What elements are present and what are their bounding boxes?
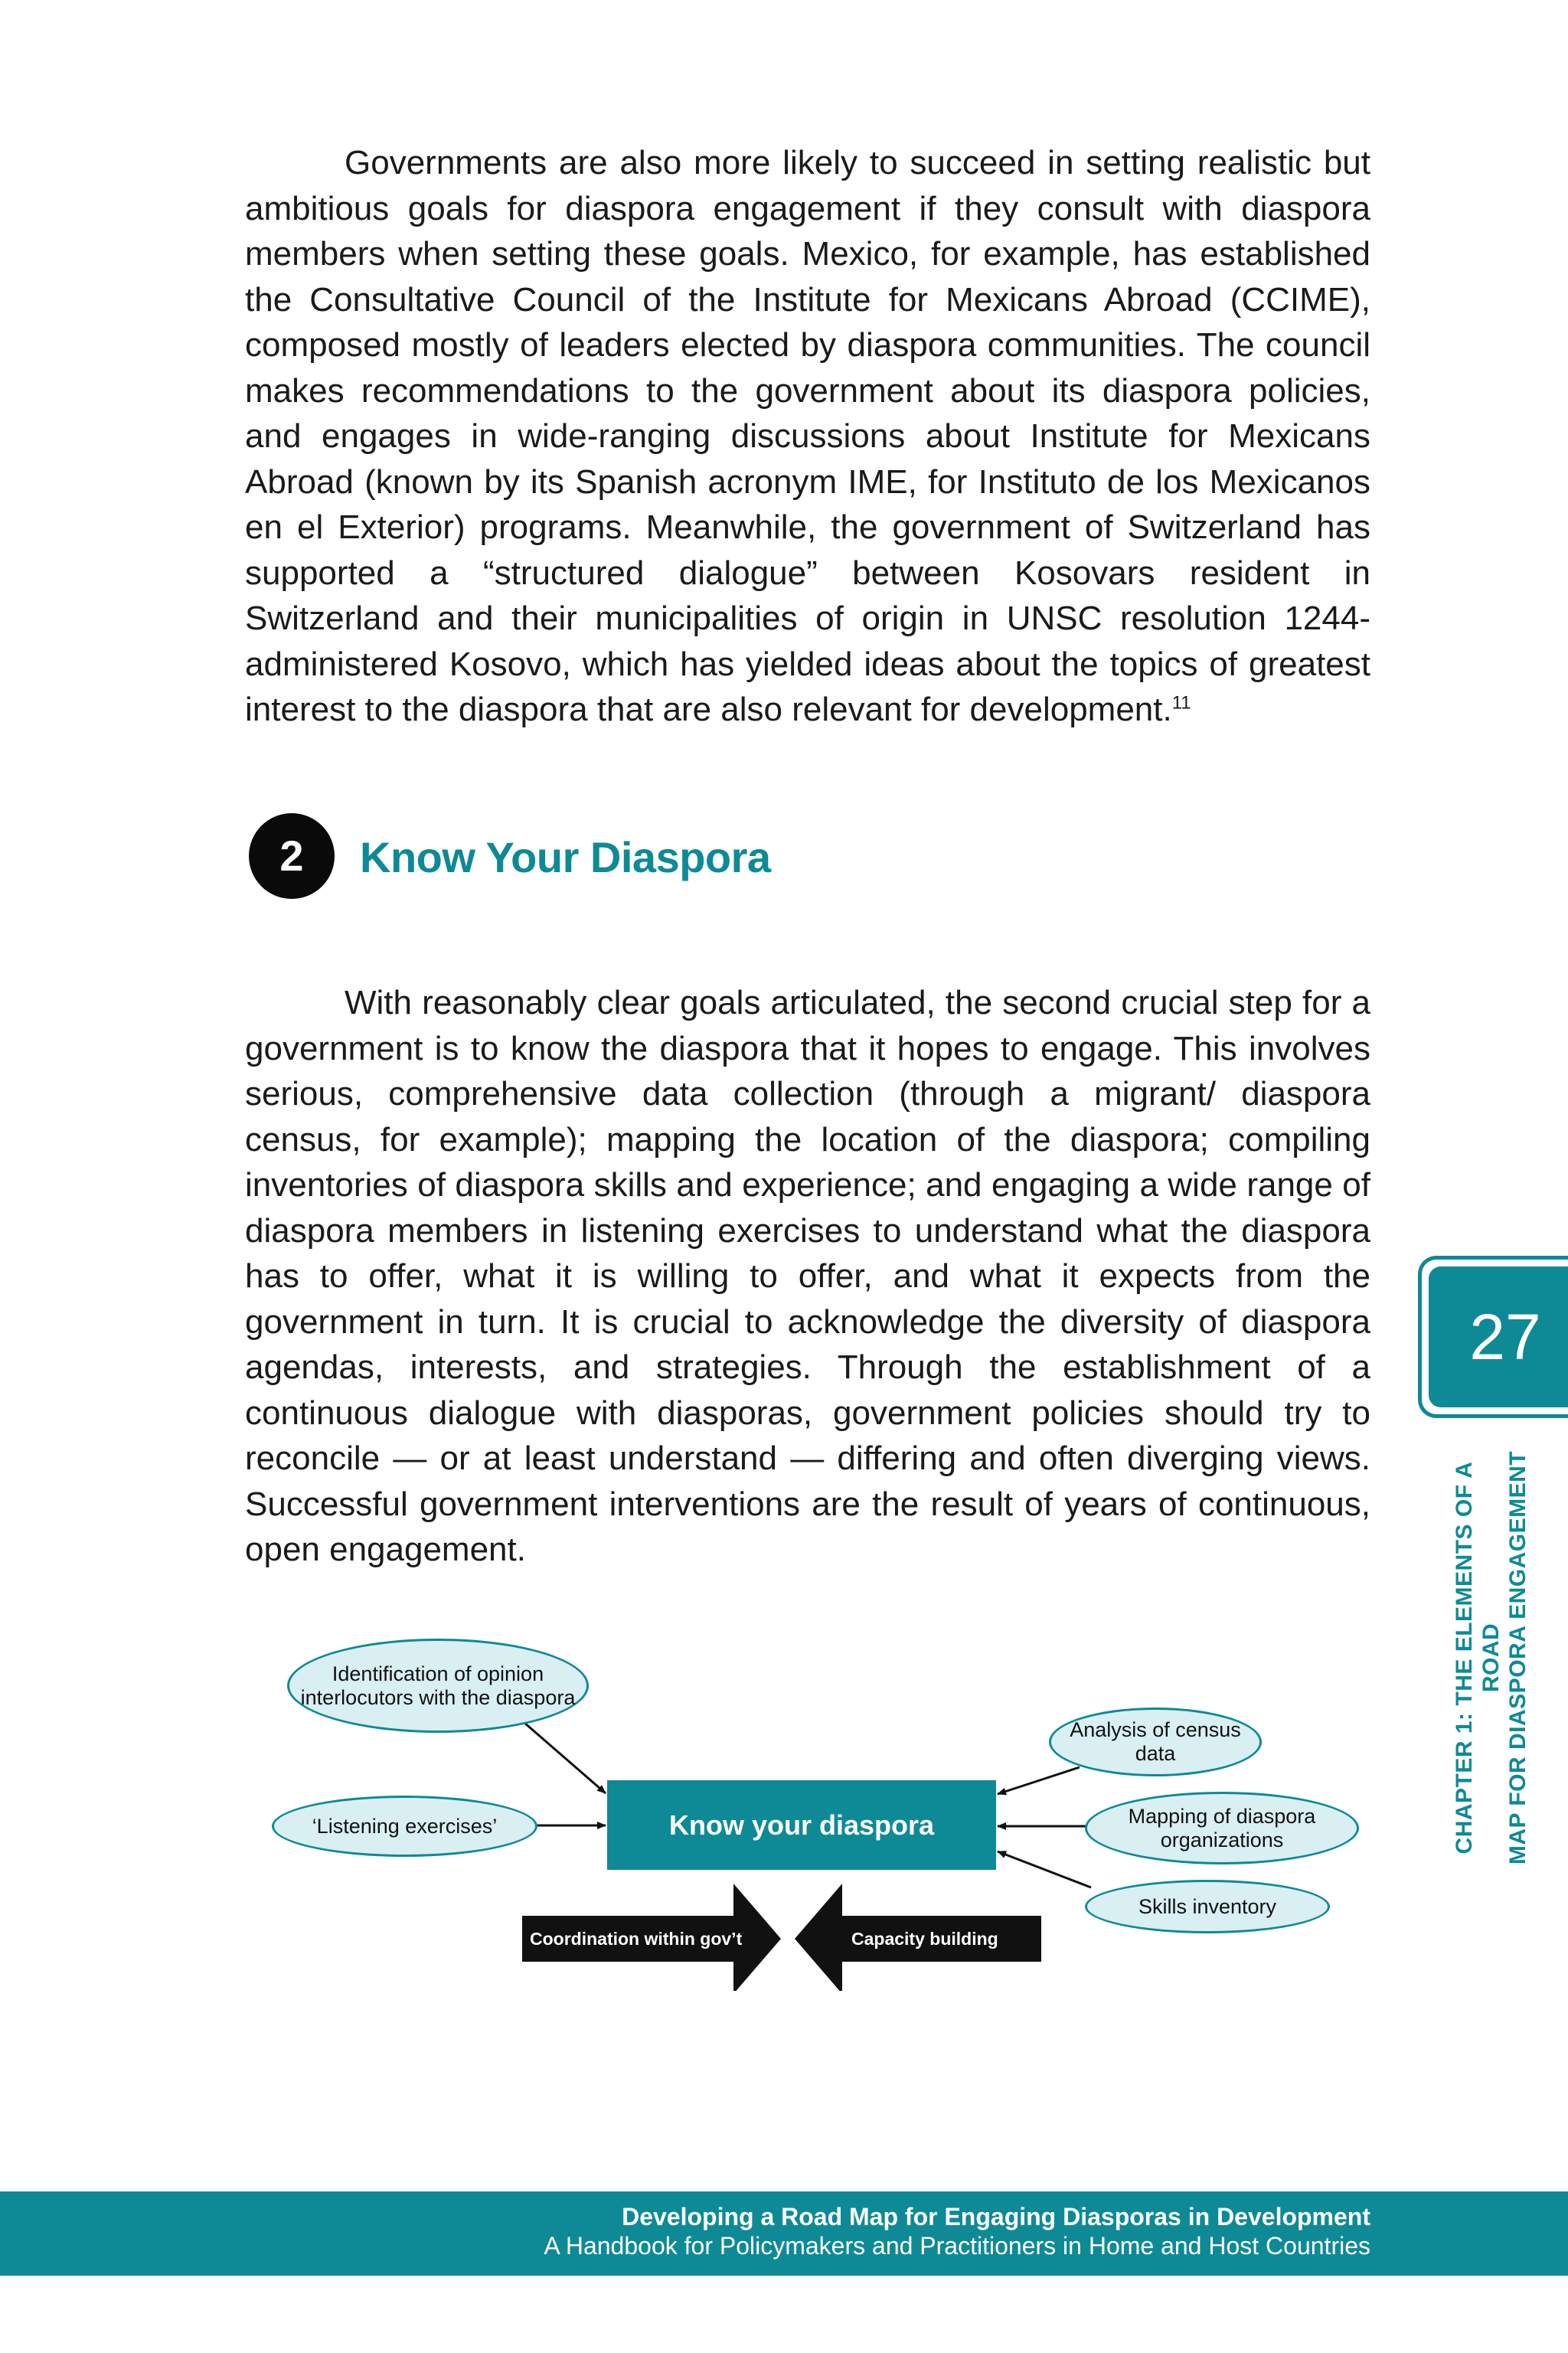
body-paragraph-2: With reasonably clear goals articulated, the second crucial step for a government is to know the diaspora that it hopes to engage. This involves serious, comprehensive data collection (through a migrant/ diaspora census, for example); mapping the location of the diaspora; compiling inventories of diaspora skills and experience; and engaging a wide range of diaspora members in listening exercises to understand what the diaspora has to offer, what it is willing to offer, and what it expects from the government in turn. It is crucial to acknowledge the diversity of diaspora agendas, interests, and strategies. Through the establishment of a continuous dialogue with diasporas, government policies should try to reconcile — or at least understand — differing and often diverging views. Successful government interventions are the result of years of continuous, open engagement. <box>245 984 1370 1568</box>
section-title: Know Your Diaspora <box>360 833 771 881</box>
connector-skills <box>998 1851 1091 1887</box>
node-analysis-of-census-data: Analysis of census data <box>1049 1708 1262 1776</box>
footer-title: Developing a Road Map for Engaging Diasporas in Development <box>622 2203 1370 2230</box>
page-number: 27 <box>1429 1266 1568 1407</box>
node-listening-exercises: ‘Listening exercises’ <box>272 1796 537 1857</box>
body-paragraph-1: Governments are also more likely to succeed in setting realistic but ambitious goals for diaspora engagement if they consult with diaspora members when setting these goals. Mexico, for example, has established the Consultative Council of the Institute for Mexicans Abroad (CCIME), composed mostly of leaders elected by diaspora communities. The council makes recommendations to the government about its diaspora policies, and engages in wide-ranging discussions about Institute for Mexicans Abroad (known by its Spanish acronym IME, for Instituto de los Mexicanos en el Exterior) programs. Meanwhile, the government of Switzerland has supported a “structured dialogue” between Kosovars resident in Switzerland and their municipalities of origin in UNSC resolution 1244-administered Kosovo, which has yielded ideas about the topics of greatest interest to the diaspora that are also relevant for development.$^{11}$ <box>245 144 1370 728</box>
node-know-your-diaspora: Know your diaspora <box>607 1780 996 1870</box>
chapter-line-1: CHAPTER 1: THE ELEMENTS OF A ROAD <box>1452 1461 1504 1855</box>
chapter-line-2: MAP FOR DIASPORA ENGAGEMENT <box>1505 1450 1530 1865</box>
section-number-badge: 2 <box>249 813 335 899</box>
footnote-ref: 11 <box>1171 692 1191 714</box>
label-coordination-within-govt: Coordination within gov’t <box>530 1929 743 1949</box>
node-mapping-of-diaspora-organizations: Mapping of diaspora organizations <box>1085 1792 1359 1864</box>
chapter-running-head <box>1451 1428 1531 1887</box>
node-identification-of-opinion-interlocutors: Identification of opinion interlocutors with the diaspora <box>287 1639 589 1733</box>
connector-census <box>998 1767 1080 1794</box>
footer-band <box>0 2191 1568 2276</box>
footer-subtitle: A Handbook for Policymakers and Practitioners in Home and Host Countries <box>544 2232 1370 2260</box>
connector-identification <box>524 1723 606 1793</box>
node-skills-inventory: Skills inventory <box>1085 1880 1330 1933</box>
label-capacity-building: Capacity building <box>851 1929 998 1949</box>
know-your-diaspora-diagram <box>260 1631 1363 1991</box>
